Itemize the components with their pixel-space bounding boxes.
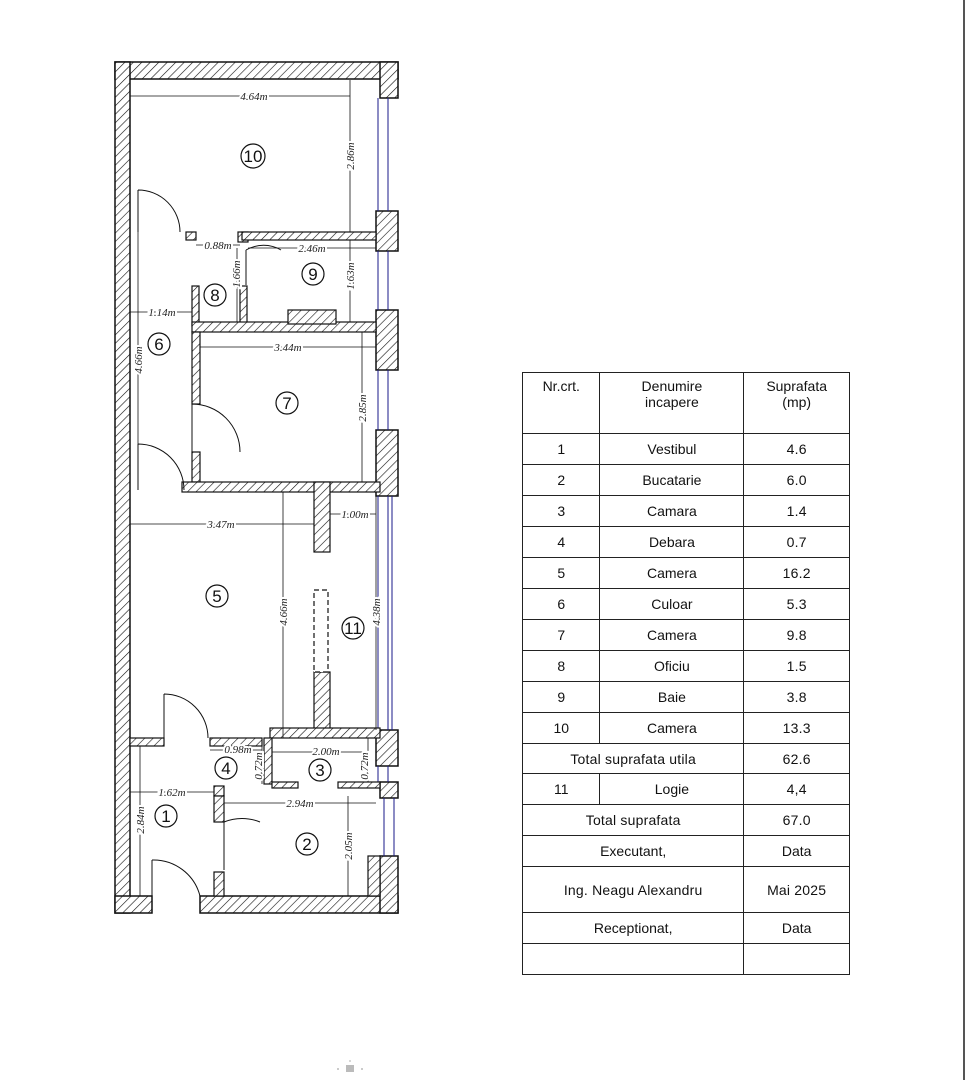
- table-row: [523, 496, 850, 527]
- total-row: [523, 805, 850, 836]
- row-area: 1.4: [744, 496, 850, 527]
- executant-date: Mai 2025: [744, 867, 850, 913]
- total-util-label: Total suprafata utila: [523, 744, 744, 774]
- executant-row: [523, 836, 850, 867]
- receptionat-data-label: Data: [744, 913, 850, 944]
- table-row: [523, 589, 850, 620]
- room-number: 4: [221, 759, 231, 778]
- dim-label: 3.44m: [274, 342, 302, 354]
- row-name: Camera: [600, 558, 744, 589]
- header-nr: Nr.crt.: [523, 373, 600, 434]
- header-name-line1: Denumire: [641, 378, 703, 394]
- header-area-line2: (mp): [782, 394, 812, 410]
- area-table: [522, 372, 850, 975]
- dim-label: 0.72m: [253, 752, 265, 780]
- signature-row: [523, 944, 850, 975]
- room-number: 7: [282, 394, 292, 413]
- table-row: [523, 713, 850, 744]
- total-util-row: [523, 744, 850, 774]
- table-row: [523, 682, 850, 713]
- row-area: 9.8: [744, 620, 850, 651]
- total-util-area: 62.6: [744, 744, 850, 774]
- row-nr: 2: [523, 465, 600, 496]
- total-label: Total suprafata: [523, 805, 744, 836]
- row-area: 3.8: [744, 682, 850, 713]
- logie-partition: [314, 590, 328, 672]
- row-nr: 8: [523, 651, 600, 682]
- total-area: 67.0: [744, 805, 850, 836]
- dim-label: 4.64m: [240, 91, 268, 103]
- table-row: [523, 434, 850, 465]
- table-row: [523, 620, 850, 651]
- dim-label: 0.72m: [359, 752, 371, 780]
- dim-label: 2.05m: [343, 832, 355, 860]
- executant-label: Executant,: [523, 836, 744, 867]
- row-name: Culoar: [600, 589, 744, 620]
- row-area: 6.0: [744, 465, 850, 496]
- row-nr: 9: [523, 682, 600, 713]
- header-area-line1: Suprafata: [766, 378, 828, 394]
- dim-label: 1.14m: [148, 307, 176, 319]
- row-name: Camera: [600, 620, 744, 651]
- dim-label: 2.85m: [357, 394, 369, 422]
- table-row: [523, 651, 850, 682]
- dim-label: 2.00m: [312, 746, 340, 758]
- row-name: Camera: [600, 713, 744, 744]
- row-name: Bucatarie: [600, 465, 744, 496]
- page-marker-icon: [333, 1060, 367, 1076]
- logie-nr: 11: [523, 774, 600, 805]
- row-name: Camara: [600, 496, 744, 527]
- executant-name: Ing. Neagu Alexandru: [523, 867, 744, 913]
- row-area: 4.6: [744, 434, 850, 465]
- header-name: [600, 373, 744, 434]
- dim-label: 0.98m: [224, 744, 252, 756]
- table-header-row: [523, 373, 850, 434]
- row-area: 13.3: [744, 713, 850, 744]
- dim-label: 2.46m: [298, 243, 326, 255]
- table-row: [523, 527, 850, 558]
- row-area: 5.3: [744, 589, 850, 620]
- dim-label: 1.63m: [345, 262, 357, 290]
- row-nr: 3: [523, 496, 600, 527]
- row-nr: 7: [523, 620, 600, 651]
- room-number: 2: [302, 835, 312, 854]
- row-name: Debara: [600, 527, 744, 558]
- dim-label: 2.86m: [345, 142, 357, 170]
- row-area: 1.5: [744, 651, 850, 682]
- room-number: 11: [344, 619, 362, 638]
- room-number: 9: [308, 265, 318, 284]
- room-number: 5: [212, 587, 222, 606]
- page-edge-line: [963, 0, 965, 1080]
- table-row: [523, 465, 850, 496]
- row-name: Vestibul: [600, 434, 744, 465]
- dim-label: 2.84m: [135, 806, 147, 834]
- dim-label: 3.47m: [207, 519, 235, 531]
- room-number: 8: [210, 286, 220, 305]
- dim-label: 0.88m: [204, 240, 232, 252]
- executant-data-label: Data: [744, 836, 850, 867]
- receptionat-row: [523, 913, 850, 944]
- row-nr: 4: [523, 527, 600, 558]
- dim-label: 4.38m: [371, 598, 383, 626]
- executant-name-row: [523, 867, 850, 913]
- row-nr: 6: [523, 589, 600, 620]
- room-number: 10: [243, 147, 263, 166]
- row-name: Oficiu: [600, 651, 744, 682]
- row-area: 16.2: [744, 558, 850, 589]
- logie-row: [523, 774, 850, 805]
- row-name: Baie: [600, 682, 744, 713]
- dim-label: 4.66m: [278, 598, 290, 626]
- signature-date-cell: [744, 944, 850, 975]
- dim-label: 1.00m: [341, 509, 369, 521]
- signature-cell: [523, 944, 744, 975]
- row-nr: 10: [523, 713, 600, 744]
- dim-label: 1.66m: [231, 260, 243, 288]
- table-row: [523, 558, 850, 589]
- room-number: 3: [315, 761, 325, 780]
- dim-label: 1.62m: [158, 787, 186, 799]
- dim-label: 2.94m: [286, 798, 314, 810]
- header-name-line2: incapere: [645, 394, 699, 410]
- row-nr: 1: [523, 434, 600, 465]
- room-number: 1: [161, 807, 171, 826]
- receptionat-label: Receptionat,: [523, 913, 744, 944]
- row-area: 0.7: [744, 527, 850, 558]
- header-area: [744, 373, 850, 434]
- logie-area: 4,4: [744, 774, 850, 805]
- dim-label: 4.66m: [133, 346, 145, 374]
- logie-name: Logie: [600, 774, 744, 805]
- row-nr: 5: [523, 558, 600, 589]
- room-number: 6: [154, 335, 164, 354]
